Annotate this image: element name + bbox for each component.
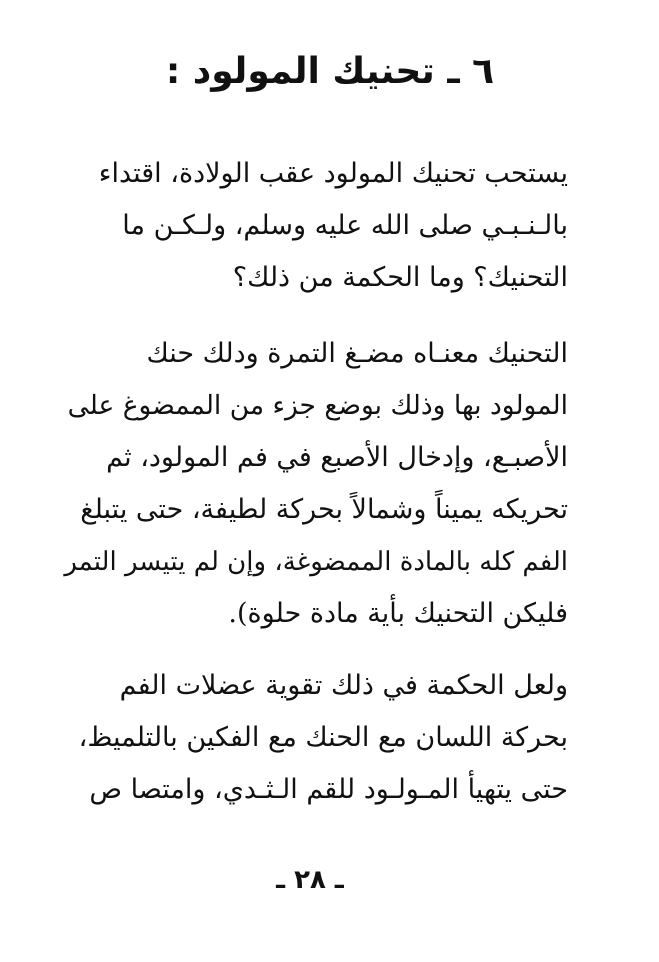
paragraph-line: بالـنـبـي صلى الله عليه وسلم، ولـكـن ما bbox=[122, 210, 568, 241]
paragraph-line: التحنيك؟ وما الحكمة من ذلك؟ bbox=[232, 262, 568, 293]
paragraph-line: فليكن التحنيك بأية مادة حلوة). bbox=[228, 598, 568, 629]
paragraph-line: تحريكه يميناً وشمالاً بحركة لطيفة، حتى يتبلغ bbox=[80, 494, 568, 525]
paragraph-2 bbox=[62, 328, 568, 640]
paragraph-line: الأصبـع، وإدخال الأصبع في فم المولود، ثم bbox=[106, 442, 568, 473]
section-heading: ٦ ـ تحنيك المولود : bbox=[165, 51, 495, 92]
paragraph-line: المولود بها وذلك بوضع جزء من الممضوغ على bbox=[67, 390, 568, 421]
paragraph-line: حتى يتهيأ المـولـود للقم الـثـدي، وامتصا ص bbox=[89, 774, 568, 805]
paragraph-line: ولعل الحكمة في ذلك تقوية عضلات الفم bbox=[119, 670, 568, 701]
page-number: ـ ٢٨ ـ bbox=[276, 865, 344, 895]
paragraph-line: الفم كله بالمادة الممضوغة، وإن لم يتيسر التمر bbox=[64, 547, 568, 577]
paragraph-line: يستحب تحنيك المولود عقب الولادة، اقتداء bbox=[98, 158, 568, 189]
paragraph-line: بحركة اللسان مع الحنك مع الفكين بالتلميظ، bbox=[78, 722, 568, 753]
paragraph-line: التحنيك معنـاه مضـغ التمرة ودلك حنك bbox=[146, 338, 568, 369]
paragraph-3 bbox=[62, 660, 568, 816]
paragraph-1 bbox=[62, 148, 568, 304]
